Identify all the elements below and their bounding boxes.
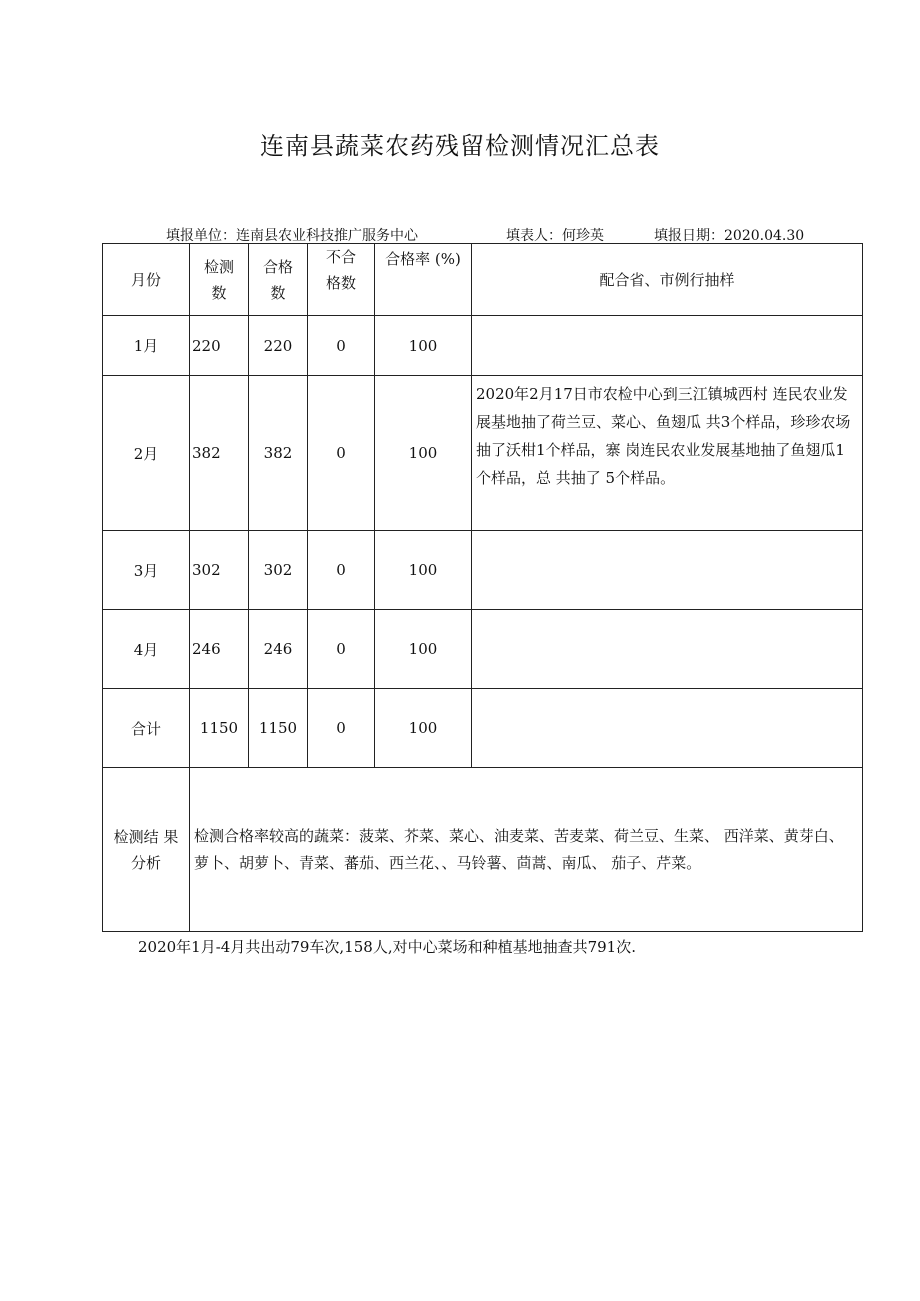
table-row bbox=[103, 610, 863, 689]
row-note bbox=[472, 316, 863, 376]
header-note: 配合省、市例行抽样 bbox=[472, 244, 863, 316]
row-rate: 100 bbox=[375, 376, 472, 531]
row-tested: 246 bbox=[190, 610, 249, 689]
footer-note: 2020年1月-4月共出动79车次,158人,对中心菜场和种植基地抽查共791次. bbox=[138, 938, 636, 956]
row-note: 2020年2月17日市农检中心到三江镇城西村 连民农业发展基地抽了荷兰豆、菜心、鱼翅瓜 共3个样品，珍珍农场抽了沃柑1个样品，寨 岗连民农业发展基地抽了鱼翅瓜1个样品，总 共抽了 5个样品。 bbox=[472, 376, 863, 531]
row-month: 3月 bbox=[103, 531, 190, 610]
row-note bbox=[472, 610, 863, 689]
row-tested: 302 bbox=[190, 531, 249, 610]
row-month: 2月 bbox=[103, 376, 190, 531]
report-unit: 填报单位：连南县农业科技推广服务中心 bbox=[166, 228, 418, 244]
page-title: 连南县蔬菜农药残留检测情况汇总表 bbox=[260, 132, 660, 160]
row-note bbox=[472, 531, 863, 610]
report-filler: 填表人：何珍英 bbox=[506, 228, 604, 244]
table-row bbox=[103, 531, 863, 610]
table-row bbox=[103, 376, 863, 531]
row-unqualified: 0 bbox=[308, 316, 375, 376]
total-unqualified: 0 bbox=[308, 689, 375, 768]
row-rate: 100 bbox=[375, 610, 472, 689]
header-month: 月份 bbox=[103, 244, 190, 316]
total-label: 合计 bbox=[103, 689, 190, 768]
total-rate: 100 bbox=[375, 689, 472, 768]
total-tested: 1150 bbox=[190, 689, 249, 768]
header-qualified: 合格 数 bbox=[249, 244, 308, 316]
row-unqualified: 0 bbox=[308, 376, 375, 531]
row-tested: 382 bbox=[190, 376, 249, 531]
row-month: 1月 bbox=[103, 316, 190, 376]
row-qualified: 220 bbox=[249, 316, 308, 376]
analysis-text: 检测合格率较高的蔬菜：菠菜、芥菜、菜心、油麦菜、苦麦菜、荷兰豆、生菜、 西洋菜、黄芽白、萝卜、胡萝卜、青菜、蕃茄、西兰花、、马铃薯、茴蒿、南瓜、 茄子、芹菜。 bbox=[190, 768, 863, 932]
header-tested: 检测 数 bbox=[190, 244, 249, 316]
row-rate: 100 bbox=[375, 316, 472, 376]
row-unqualified: 0 bbox=[308, 531, 375, 610]
analysis-label: 检测结 果 分析 bbox=[103, 768, 190, 932]
report-date: 填报日期：2020.04.30 bbox=[654, 228, 805, 244]
row-unqualified: 0 bbox=[308, 610, 375, 689]
table-row bbox=[103, 316, 863, 376]
summary-table bbox=[102, 243, 863, 932]
row-tested: 220 bbox=[190, 316, 249, 376]
header-row bbox=[103, 244, 863, 316]
header-unqualified: 不合 格数 bbox=[308, 244, 375, 316]
row-qualified: 382 bbox=[249, 376, 308, 531]
row-qualified: 246 bbox=[249, 610, 308, 689]
total-note bbox=[472, 689, 863, 768]
row-qualified: 302 bbox=[249, 531, 308, 610]
row-rate: 100 bbox=[375, 531, 472, 610]
header-rate: 合格率 (%) bbox=[375, 244, 472, 316]
row-month: 4月 bbox=[103, 610, 190, 689]
analysis-row bbox=[103, 768, 863, 932]
total-qualified: 1150 bbox=[249, 689, 308, 768]
total-row bbox=[103, 689, 863, 768]
